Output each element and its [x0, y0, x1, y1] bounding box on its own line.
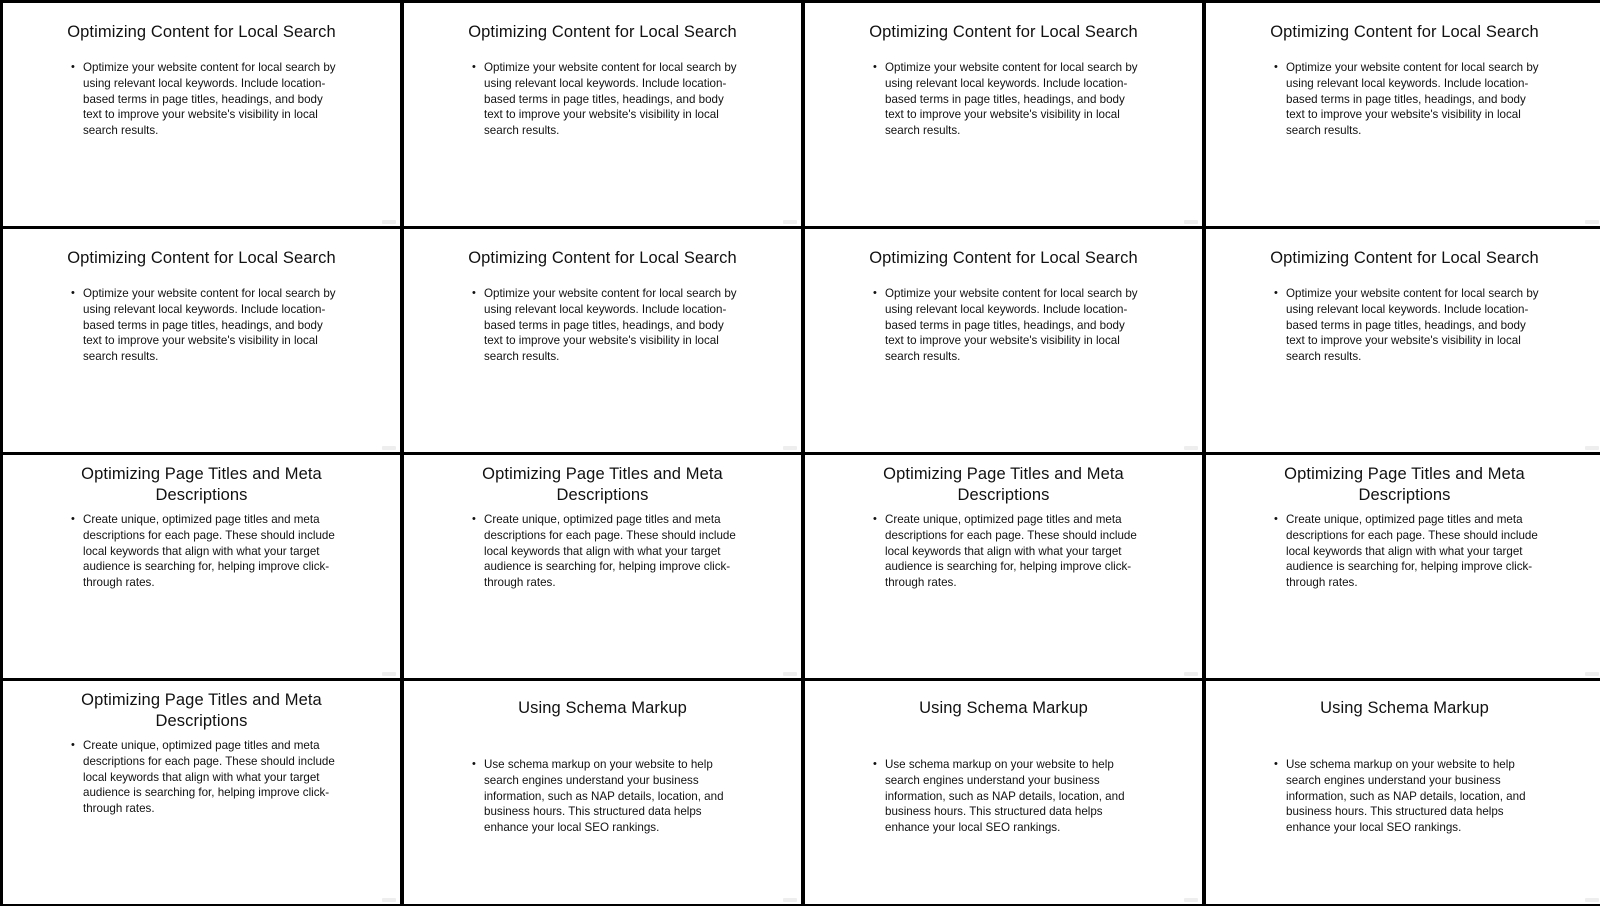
slide-bullet-list [873, 286, 1142, 365]
bullet-item [71, 738, 340, 817]
slide-thumbnail-16[interactable] [1206, 681, 1600, 904]
slide-footer-mark [1585, 220, 1599, 224]
slide-footer-mark [1585, 672, 1599, 676]
bullet-text: Use schema markup on your website to help search engines understand your business information, such as NAP details, location, and business hours. This structured data helps enhance your local SEO rankings. [484, 758, 724, 835]
bullet-dot-icon: • [472, 513, 476, 525]
slide-title: Optimizing Content for Local Search [869, 249, 1138, 268]
slide-title: Optimizing Content for Local Search [468, 23, 737, 42]
slide-footer-mark [382, 672, 396, 676]
slide-title: Optimizing Content for Local Search [67, 23, 336, 42]
slide-thumbnail-4[interactable] [1206, 3, 1600, 226]
bullet-dot-icon: • [1274, 61, 1278, 73]
bullet-dot-icon: • [472, 61, 476, 73]
slide-bullet-list [873, 512, 1142, 591]
slide-thumbnail-5[interactable] [3, 229, 400, 452]
bullet-item [71, 286, 340, 365]
slide-footer-mark [1585, 446, 1599, 450]
slide-bullet-list [472, 512, 741, 591]
slide-title: Using Schema Markup [919, 699, 1088, 718]
bullet-text: Create unique, optimized page titles and meta descriptions for each page. These should include local keywords that align with what your target audience is searching for, helping improve click-through rates. [484, 513, 736, 590]
slide-footer-mark [1585, 898, 1599, 902]
slide-bullet-list [71, 738, 340, 817]
slide-footer-mark [783, 220, 797, 224]
slide-bullet-list [472, 286, 741, 365]
bullet-dot-icon: • [472, 758, 476, 770]
bullet-text: Optimize your website content for local search by using relevant local keywords. Include location-based terms in page titles, headings, and body text to improve your website's visibility in local search results. [885, 287, 1138, 364]
slide-title: Optimizing Content for Local Search [67, 249, 336, 268]
bullet-text: Optimize your website content for local search by using relevant local keywords. Include location-based terms in page titles, headings, and body text to improve your website's visibility in local search results. [885, 61, 1138, 138]
bullet-item [472, 60, 741, 139]
bullet-text: Use schema markup on your website to help search engines understand your business information, such as NAP details, location, and business hours. This structured data helps enhance your local SEO rankings. [1286, 758, 1526, 835]
slide-footer-mark [1184, 672, 1198, 676]
bullet-item [1274, 757, 1543, 836]
bullet-text: Optimize your website content for local search by using relevant local keywords. Include location-based terms in page titles, headings, and body text to improve your website's visibility in local search results. [1286, 287, 1539, 364]
bullet-item [873, 60, 1142, 139]
slide-thumbnail-14[interactable] [404, 681, 801, 904]
slide-footer-mark [1184, 446, 1198, 450]
slide-footer-mark [382, 898, 396, 902]
bullet-dot-icon: • [873, 287, 877, 299]
slide-bullet-list [71, 512, 340, 591]
bullet-item [71, 60, 340, 139]
slide-title: Optimizing Page Titles and Meta Descriptions [81, 464, 322, 504]
slide-title: Using Schema Markup [518, 699, 687, 718]
slide-title: Optimizing Content for Local Search [468, 249, 737, 268]
slide-bullet-list [873, 60, 1142, 139]
bullet-dot-icon: • [472, 287, 476, 299]
slide-title: Optimizing Page Titles and Meta Descriptions [1284, 464, 1525, 504]
bullet-dot-icon: • [873, 758, 877, 770]
bullet-dot-icon: • [1274, 758, 1278, 770]
slide-footer-mark [1184, 220, 1198, 224]
bullet-item [472, 286, 741, 365]
bullet-dot-icon: • [71, 739, 75, 751]
slide-bullet-list [71, 60, 340, 139]
slide-bullet-list [1274, 757, 1543, 836]
slide-bullet-list [1274, 60, 1543, 139]
slide-bullet-list [71, 286, 340, 365]
slide-thumbnail-9[interactable] [3, 455, 400, 678]
slide-bullet-list [1274, 286, 1543, 365]
bullet-dot-icon: • [1274, 287, 1278, 299]
bullet-item [1274, 512, 1543, 591]
bullet-dot-icon: • [71, 513, 75, 525]
bullet-dot-icon: • [71, 287, 75, 299]
bullet-item [873, 512, 1142, 591]
bullet-text: Create unique, optimized page titles and meta descriptions for each page. These should include local keywords that align with what your target audience is searching for, helping improve click-through rates. [83, 739, 335, 816]
bullet-text: Optimize your website content for local search by using relevant local keywords. Include location-based terms in page titles, headings, and body text to improve your website's visibility in local search results. [83, 287, 336, 364]
bullet-dot-icon: • [873, 513, 877, 525]
slide-thumbnail-11[interactable] [805, 455, 1202, 678]
bullet-dot-icon: • [71, 61, 75, 73]
slide-thumbnail-6[interactable] [404, 229, 801, 452]
slide-bullet-list [472, 60, 741, 139]
slide-thumbnail-15[interactable] [805, 681, 1202, 904]
slide-thumbnail-2[interactable] [404, 3, 801, 226]
slide-title: Optimizing Content for Local Search [869, 23, 1138, 42]
slide-thumbnail-3[interactable] [805, 3, 1202, 226]
bullet-text: Create unique, optimized page titles and meta descriptions for each page. These should include local keywords that align with what your target audience is searching for, helping improve click-through rates. [885, 513, 1137, 590]
bullet-item [1274, 60, 1543, 139]
bullet-text: Optimize your website content for local search by using relevant local keywords. Include location-based terms in page titles, headings, and body text to improve your website's visibility in local search results. [484, 287, 737, 364]
bullet-dot-icon: • [873, 61, 877, 73]
slide-thumbnail-12[interactable] [1206, 455, 1600, 678]
bullet-text: Optimize your website content for local search by using relevant local keywords. Include location-based terms in page titles, headings, and body text to improve your website's visibility in local search results. [484, 61, 737, 138]
slide-bullet-list [472, 757, 741, 836]
slide-title: Optimizing Page Titles and Meta Descriptions [81, 690, 322, 730]
slide-footer-mark [382, 446, 396, 450]
bullet-item [1274, 286, 1543, 365]
bullet-item [472, 512, 741, 591]
slide-footer-mark [1184, 898, 1198, 902]
slide-bullet-list [1274, 512, 1543, 591]
bullet-item [472, 757, 741, 836]
slide-thumbnail-13[interactable] [3, 681, 400, 904]
bullet-text: Create unique, optimized page titles and meta descriptions for each page. These should include local keywords that align with what your target audience is searching for, helping improve click-through rates. [1286, 513, 1538, 590]
slide-title: Optimizing Page Titles and Meta Descriptions [883, 464, 1124, 504]
slide-thumbnail-7[interactable] [805, 229, 1202, 452]
slide-footer-mark [783, 898, 797, 902]
bullet-text: Optimize your website content for local search by using relevant local keywords. Include location-based terms in page titles, headings, and body text to improve your website's visibility in local search results. [83, 61, 336, 138]
bullet-text: Optimize your website content for local search by using relevant local keywords. Include location-based terms in page titles, headings, and body text to improve your website's visibility in local search results. [1286, 61, 1539, 138]
slide-footer-mark [783, 446, 797, 450]
slide-thumbnail-1[interactable] [3, 3, 400, 226]
slide-thumbnail-8[interactable] [1206, 229, 1600, 452]
slide-title: Optimizing Page Titles and Meta Descriptions [482, 464, 723, 504]
slide-footer-mark [382, 220, 396, 224]
slide-title: Optimizing Content for Local Search [1270, 249, 1539, 268]
bullet-item [71, 512, 340, 591]
slide-footer-mark [783, 672, 797, 676]
slide-title: Using Schema Markup [1320, 699, 1489, 718]
bullet-item [873, 286, 1142, 365]
bullet-text: Use schema markup on your website to help search engines understand your business information, such as NAP details, location, and business hours. This structured data helps enhance your local SEO rankings. [885, 758, 1125, 835]
bullet-item [873, 757, 1142, 836]
bullet-text: Create unique, optimized page titles and meta descriptions for each page. These should include local keywords that align with what your target audience is searching for, helping improve click-through rates. [83, 513, 335, 590]
bullet-dot-icon: • [1274, 513, 1278, 525]
slide-thumbnail-10[interactable] [404, 455, 801, 678]
slide-title: Optimizing Content for Local Search [1270, 23, 1539, 42]
slide-bullet-list [873, 757, 1142, 836]
